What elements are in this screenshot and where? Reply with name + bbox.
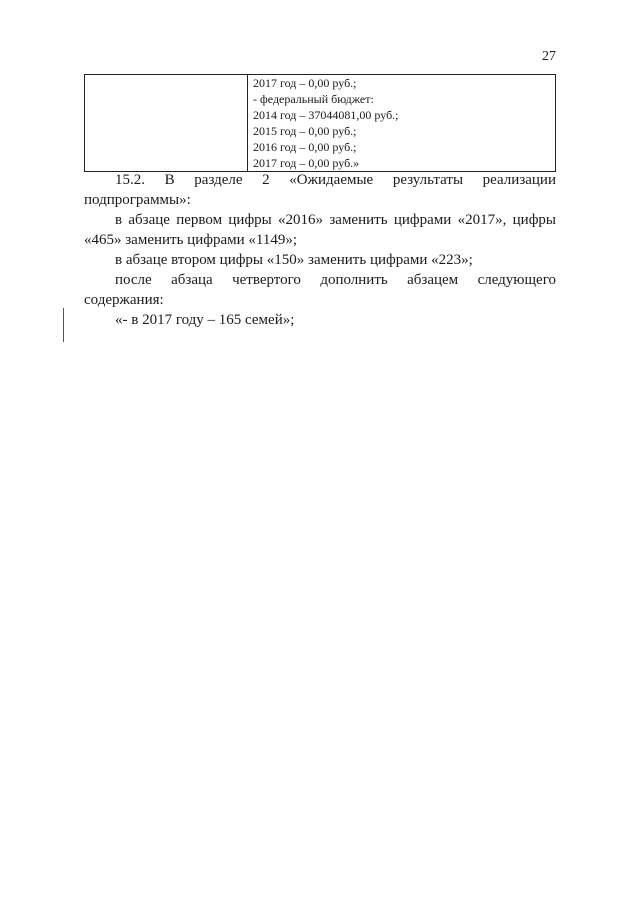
budget-line: 2016 год – 0,00 руб.; [253,140,357,154]
paragraph-line: в абзаце втором цифры «150» заменить цифрами «223»; [115,252,473,268]
section-15-2-heading-cont: подпрограммы»: [84,192,191,208]
paragraph-line: после абзаца четвертого дополнить абзацем следующего [115,272,556,288]
paragraph-line: содержания: [84,292,164,308]
budget-line: 2017 год – 0,00 руб.» [253,156,360,170]
budget-line: 2014 год – 37044081,00 руб.; [253,108,399,122]
budget-table-values-cell [248,75,556,172]
budget-line: 2015 год – 0,00 руб.; [253,124,357,138]
budget-table-empty-cell [85,75,248,172]
paragraph-line: в абзаце первом цифры «2016» заменить цифрами «2017», цифры [115,212,556,228]
paragraph-line: «- в 2017 году – 165 семей»; [115,312,295,328]
page-number: 27 [542,49,556,64]
paragraph-line: «465» заменить цифрами «1149»; [84,232,297,248]
budget-continuation-table [84,74,556,172]
section-15-2-heading: 15.2. В разделе 2 «Ожидаемые результаты реализации [115,172,556,188]
budget-line: 2017 год – 0,00 руб.; [253,76,357,90]
margin-mark [63,308,64,342]
budget-line: - федеральный бюджет: [253,92,374,106]
